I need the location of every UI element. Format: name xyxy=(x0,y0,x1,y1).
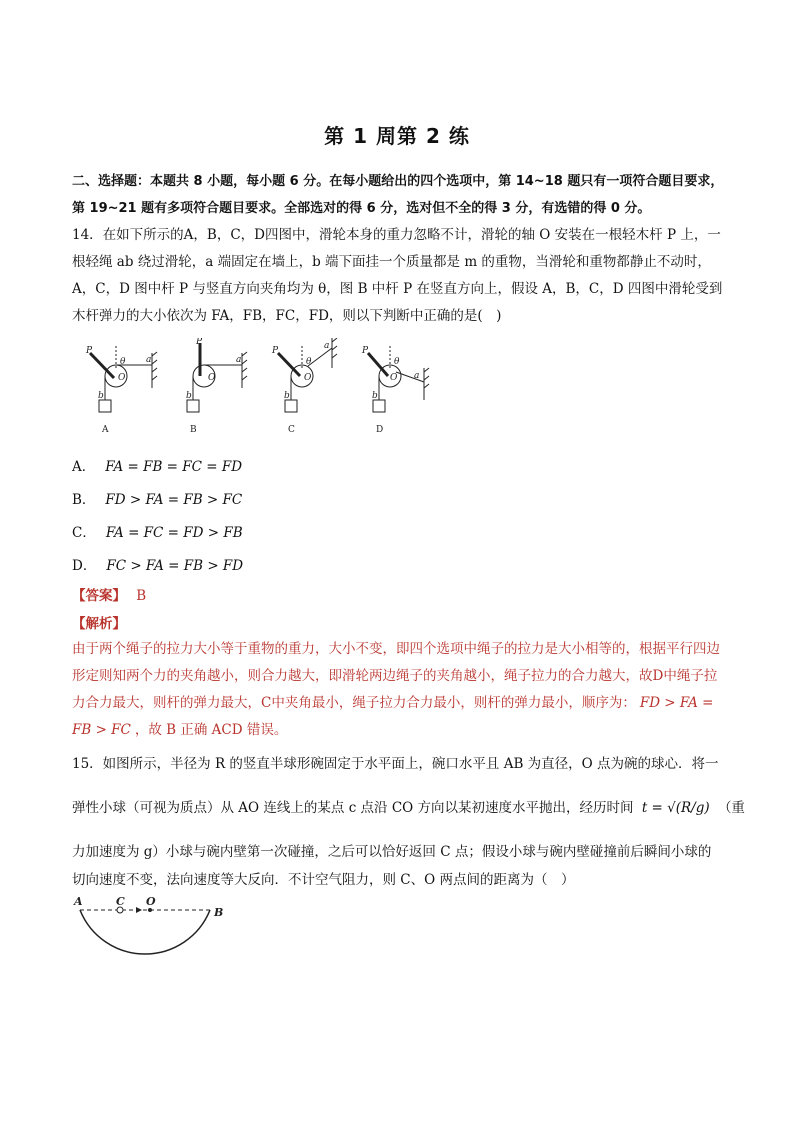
svg-text:θ: θ xyxy=(394,357,400,367)
q14-figures xyxy=(80,338,440,438)
svg-text:O: O xyxy=(118,373,126,383)
pulley-figure-d xyxy=(368,346,429,412)
figure-label-b: B xyxy=(190,425,197,435)
section-header: 二、选择题：本题共 8 小题，每小题 6 分。在每小题给出的四个选项中，第 14~18 题只有一项符合题目要求，第 19~21 题有多项符合题目要求。全部选对的得 6 分，选对但不全的得 3 分，有选错的得 0 分。 xyxy=(72,174,724,216)
svg-text:P: P xyxy=(362,346,369,356)
analysis-formula: FD > FA = FB > FC xyxy=(72,695,714,738)
option-letter: D． xyxy=(72,558,97,574)
answer-label: 【答案】 xyxy=(72,588,126,604)
bowl-label-b: B xyxy=(214,906,224,919)
svg-text:θ: θ xyxy=(120,357,126,367)
svg-text:a: a xyxy=(236,355,242,365)
pulley-figure-b xyxy=(187,343,247,412)
q15-line1: 15．如图所示，半径为 R 的竖直半球形碗固定于水平面上，碗口水平且 AB 为直径，O 点为碗的球心．将一 xyxy=(72,756,719,772)
svg-text:P: P xyxy=(272,346,279,356)
bowl-label-c: C xyxy=(116,896,125,908)
option-a[interactable] xyxy=(72,455,242,475)
option-text: FD > FA = FB > FC xyxy=(105,492,243,508)
bowl-figure xyxy=(72,896,242,996)
option-letter: B． xyxy=(72,492,96,508)
svg-text:b: b xyxy=(284,391,290,401)
svg-text:b: b xyxy=(186,391,192,401)
svg-text:O: O xyxy=(390,373,398,383)
analysis-label-line xyxy=(72,612,126,632)
svg-text:θ: θ xyxy=(306,357,312,367)
answer-value: B xyxy=(136,588,147,604)
svg-text:P: P xyxy=(86,346,93,356)
answer-line xyxy=(72,584,146,604)
figure-label-c: C xyxy=(288,425,295,435)
svg-text:a: a xyxy=(324,341,330,351)
option-d[interactable] xyxy=(72,554,243,574)
option-c[interactable] xyxy=(72,521,243,541)
svg-text:P: P xyxy=(196,338,203,347)
option-text: FA = FC = FD > FB xyxy=(105,525,243,541)
figure-label-d: D xyxy=(376,425,384,435)
q15-line3: 力加速度为 g）小球与碗内壁第一次碰撞，之后可以恰好返回 C 点；假设小球与碗内壁碰撞前后瞬间小球的 xyxy=(72,844,712,860)
svg-text:O: O xyxy=(208,373,216,383)
analysis-text: 由于两个绳子的拉力大小等于重物的重力，大小不变，即四个选项中绳子的拉力是大小相等的，根据平行四边形定则知两个力的夹角越小，则合力越大，即滑轮两边绳子的夹角越小，绳子拉力的合力越大，故D中绳子拉力合力最大，则杆的弹力最大，C中夹角最小，绳子拉力合力最小，则杆的弹力最小，顺序为： FD > FA = FB > FC ，故 B 正确 ACD 错误。 xyxy=(72,641,720,738)
page-title: 第 1 周第 2 练 xyxy=(324,124,470,148)
option-text: FC > FA = FB > FD xyxy=(106,558,244,574)
svg-text:O: O xyxy=(304,373,312,383)
option-text: FA = FB = FC = FD xyxy=(105,459,243,475)
option-letter: A． xyxy=(72,459,96,475)
option-b[interactable] xyxy=(72,488,242,508)
time-formula: t = √(R/g) xyxy=(641,800,710,816)
figure-label-a: A xyxy=(102,425,109,435)
q14-stem: 14．在如下所示的A，B，C，D四图中，滑轮本身的重力忽略不计，滑轮的轴 O 安装在一根轻木杆 P 上，一根轻绳 ab 绕过滑轮，a 端固定在墙上，b 端下面挂一个质量都是 m 的重物，当滑轮和重物都静止不动时，A，C，D 图中杆 P 与竖直方向夹角均为 θ，图 B 中杆 P 在竖直方向上，假设 A，B，C，D 四图中滑轮受到木杆弹力的大小依次为 FA，FB，FC，FD，则以下判断中正确的是( ) xyxy=(72,227,723,324)
svg-text:a: a xyxy=(146,355,152,365)
analysis-label: 【解析】 xyxy=(72,616,126,632)
svg-text:a: a xyxy=(414,371,420,381)
bowl-label-a: A xyxy=(74,896,83,908)
q15-line4: 切向速度不变，法向速度等大反向．不计空气阻力，则 C、O 两点间的距离为（ ） xyxy=(72,872,575,888)
q15-line2: 弹性小球（可视为质点）从 AO 连线上的某点 c 点沿 CO 方向以某初速度水平抛出，经历时间 t = √(R/g) （重 xyxy=(72,800,745,816)
bowl-label-o: O xyxy=(146,896,156,908)
option-letter: C． xyxy=(72,525,96,541)
svg-text:b: b xyxy=(98,391,104,401)
svg-text:b: b xyxy=(372,391,378,401)
